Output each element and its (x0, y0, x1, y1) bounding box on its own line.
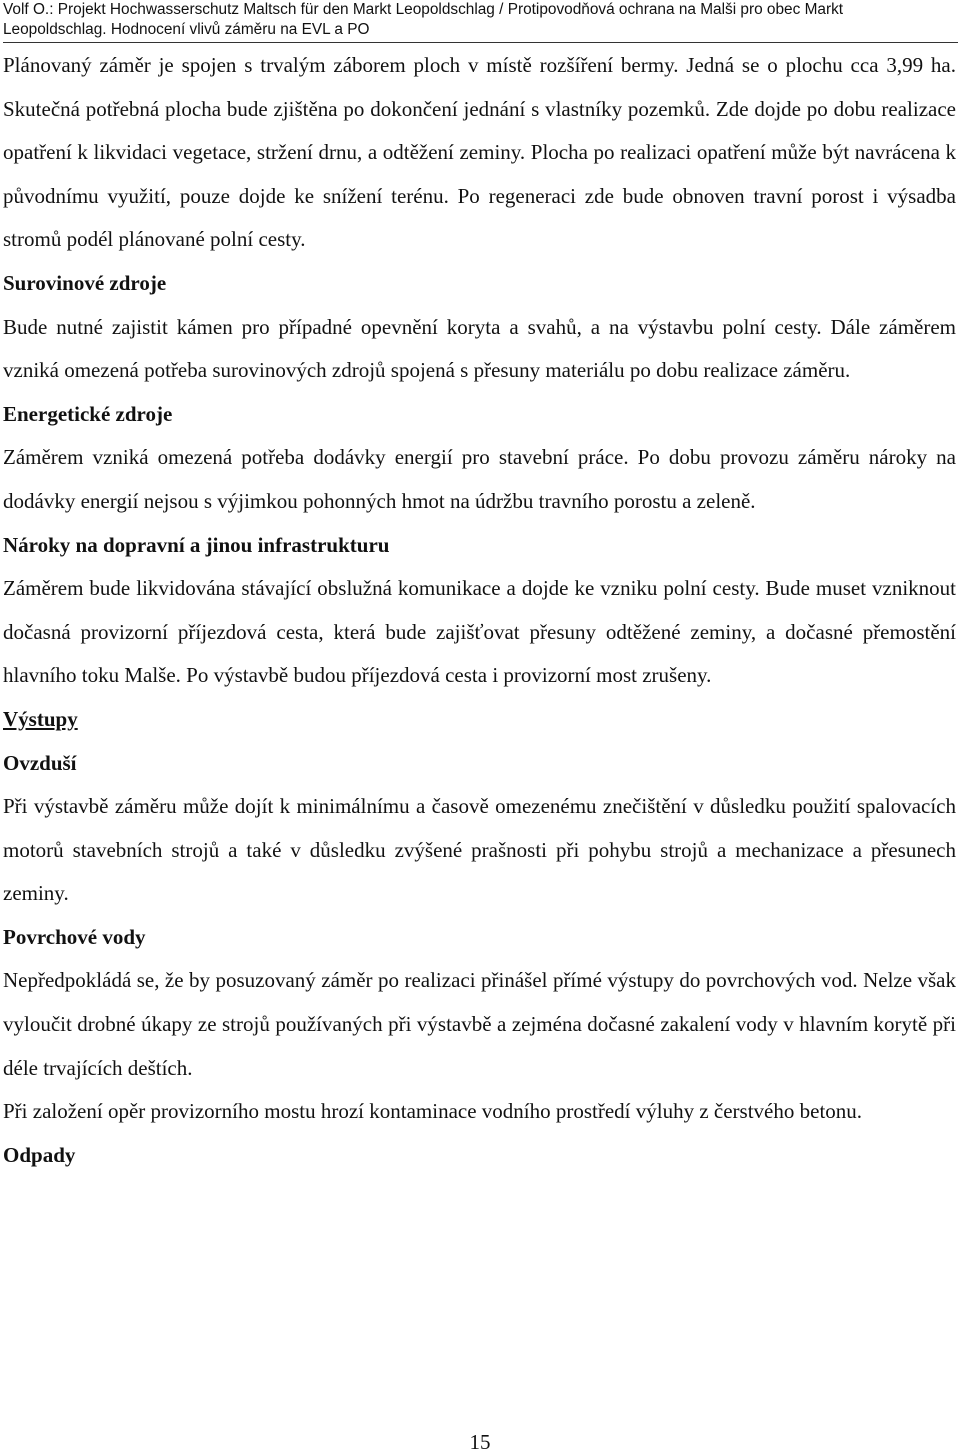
heading-energy: Energetické zdroje (3, 401, 173, 426)
paragraph-energy: Záměrem vzniká omezená potřeba dodávky energií pro stavební práce. Po dobu provozu záměru nároky na dodávky energií nejsou s výjimkou pohonných hmot na údržbu travního porostu a zeleně. (3, 445, 956, 513)
heading-infrastructure: Nároky na dopravní a jinou infrastrukturu (3, 532, 390, 557)
paragraph-surface-water: Nepředpokládá se, že by posuzovaný záměr po realizaci přinášel přímé výstupy do povrchových vod. Nelze však vyloučit drobné úkapy ze strojů používaných při výstavbě a zejména dočasné zakalení vody v hlavním korytě při déle trvajících deštích. (3, 968, 956, 1080)
paragraph-land-occupation: Plánovaný záměr je spojen s trvalým záborem ploch v místě rozšíření bermy. Jedná se o plochu cca 3,99 ha. Skutečná potřebná plocha bude zjištěna po dokončení jednání s vlastníky pozemků. Zde dojde po dobu realizace opatření k likvidaci vegetace, stržení drnu, a odtěžení zeminy. Plocha po realizaci opatření může být navrácena k původnímu využití, pouze dojde ke snížení terénu. Po regeneraci zde bude obnoven travní porost i výsadba stromů podél plánované polní cesty. (3, 53, 956, 252)
running-header (3, 0, 958, 43)
heading-raw-materials: Surovinové zdroje (3, 270, 167, 295)
paragraph-raw-materials: Bude nutné zajistit kámen pro případné opevnění koryta a svahů, a na výstavbu polní cesty. Dále záměrem vzniká omezená potřeba surovinových zdrojů spojená s přesuny materiálu po dobu realizace záměru. (3, 314, 956, 383)
header-line-1: Volf O.: Projekt Hochwasserschutz Maltsch für den Markt Leopoldschlag / Protipovodňová ochrana na Malši pro obec Markt (3, 1, 844, 18)
heading-air: Ovzduší (3, 750, 77, 775)
heading-outputs: Výstupy (3, 706, 78, 731)
paragraph-bridge-concrete: Při založení opěr provizorního mostu hrozí kontaminace vodního prostředí výluhy z čerstvého betonu. (3, 1099, 863, 1124)
document-body (3, 44, 956, 1177)
page-number: 15 (469, 1430, 491, 1454)
heading-waste: Odpady (3, 1142, 76, 1167)
paragraph-infrastructure: Záměrem bude likvidována stávající obslužná komunikace a dojde ke vzniku polní cesty. Bude muset vzniknout dočasná provizorní příjezdová cesta, která bude zajišťovat přesuny odtěžené zeminy, a dočasné přemostění hlavního toku Malše. Po výstavbě budou příjezdová cesta i provizorní most zrušeny. (3, 576, 956, 688)
heading-surface-water: Povrchové vody (3, 924, 146, 949)
paragraph-air: Při výstavbě záměru může dojít k minimálnímu a časově omezenému znečištění v důsledku použití spalovacích motorů stavebních strojů a také v důsledku zvýšené prašnosti při pohybu strojů a mechanizace a přesunech zeminy. (3, 794, 956, 906)
header-line-2: Leopoldschlag. Hodnocení vlivů záměru na EVL a PO (3, 21, 370, 38)
